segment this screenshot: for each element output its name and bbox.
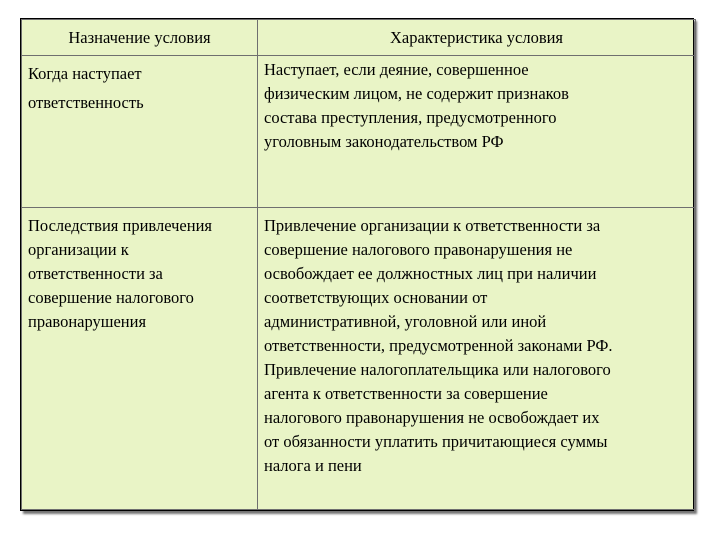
- row-characteristic-text: Наступает, если деяние, совершенное физическим лицом, не содержит признаков состава преступления, предусмотренного уголовным законодательством РФ: [264, 60, 569, 151]
- header-condition-purpose: Назначение условия: [22, 20, 258, 56]
- row-condition-text: Когда наступает ответственность: [28, 64, 144, 112]
- table-row: [22, 56, 696, 208]
- row-condition-cell: [22, 56, 258, 208]
- table-row: [22, 208, 696, 510]
- row-condition-cell: [22, 208, 258, 510]
- conditions-table: [21, 19, 696, 510]
- header-condition-characteristic: Характеристика условия: [258, 20, 696, 56]
- row-characteristic-text: Привлечение организации к ответственности за совершение налогового правонарушения не освобождает ее должностных лиц при наличии соответствующих основании от административной, уголовной или иной ответственности, предусмотренной законами РФ. Привлечение налогоплательщика или налогового агента к ответственности за совершение налогового правонарушения не освобождает их от обязанности уплатить причитающиеся суммы налога и пени: [264, 216, 613, 475]
- row-condition-text: Последствия привлечения организации к ответственности за совершение налогового правонарушения: [28, 216, 213, 331]
- row-characteristic-cell: [258, 208, 696, 510]
- table-header-row: [22, 20, 696, 56]
- row-characteristic-cell: [258, 56, 696, 208]
- conditions-table-container: [20, 18, 694, 511]
